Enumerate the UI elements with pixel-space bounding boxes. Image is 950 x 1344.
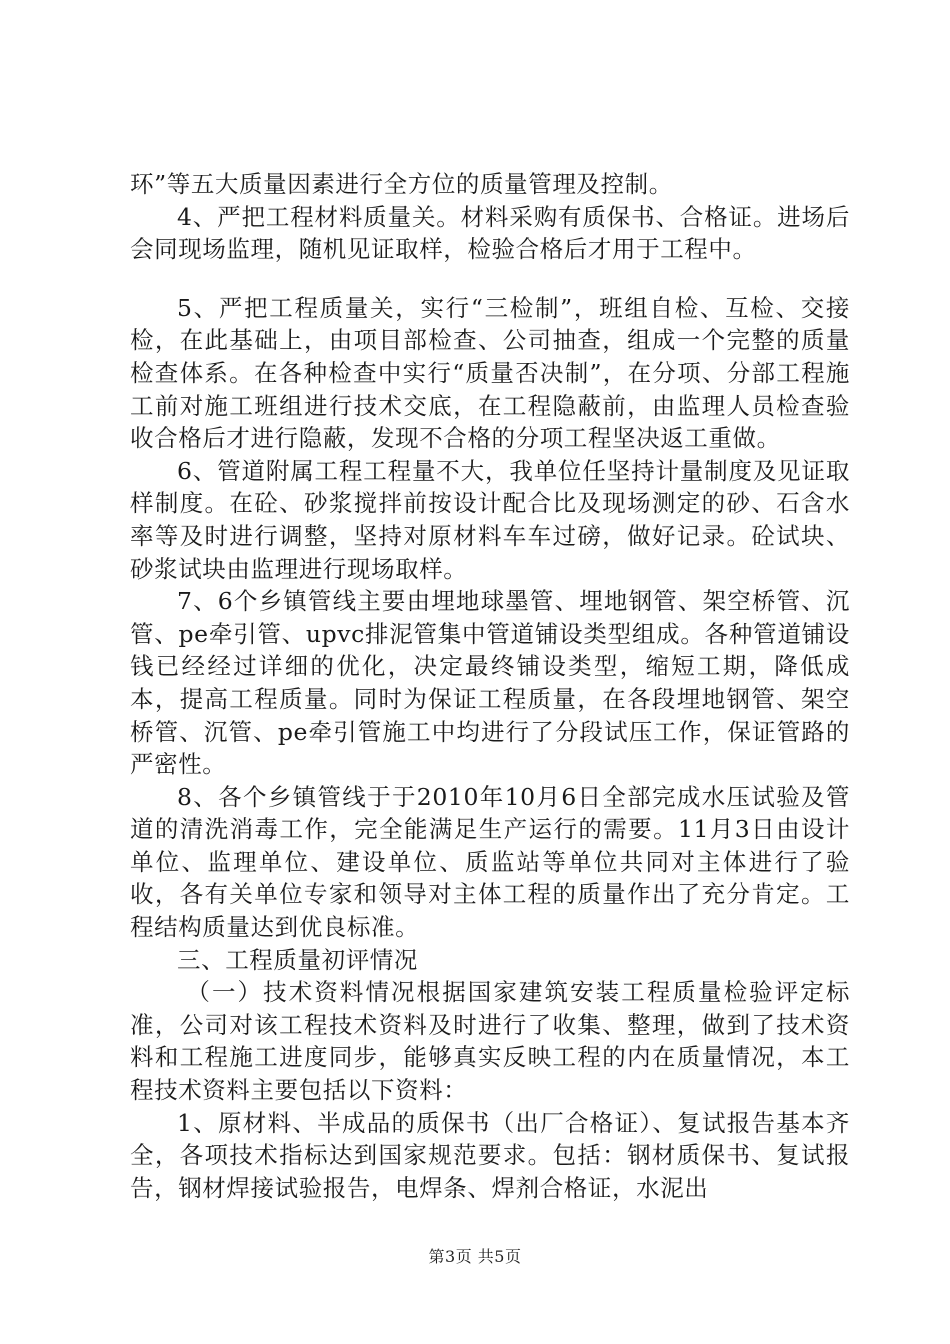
paragraph-continuation: 环”等五大质量因素进行全方位的质量管理及控制。 — [130, 170, 673, 198]
section-heading-3: 三、工程质量初评情况 — [177, 945, 418, 974]
paragraph-item-7: 7、6个乡镇管线主要由埋地球墨管、埋地钢管、架空桥管、沉管、pe牵引管、upvc排泥管集中管道铺设类型组成。各种管道铺设钱已经经过详细的优化，决定最终铺设类型，缩短工期，降低成本，提高工程质量。同时为保证工程质量，在各段埋地钢管、架空桥管、沉管、pe牵引管施工中均进行了分段试压工作，保证管路的严密性。 — [130, 587, 850, 779]
document-body — [130, 168, 850, 1204]
paragraph-subsection-1: （一）技术资料情况根据国家建筑安装工程质量检验评定标准，公司对该工程技术资料及时进行了收集、整理，做到了技术资料和工程施工进度同步，能够真实反映工程的内在质量情况，本工程技术资料主要包括以下资料： — [130, 978, 850, 1105]
paragraph-item-6: 6、管道附属工程工程量不大，我单位任坚持计量制度及见证取样制度。在砼、砂浆搅拌前按设计配合比及现场测定的砂、石含水率等及时进行调整，坚持对原材料车车过磅，做好记录。砼试块、砂浆试块由监理进行现场取样。 — [130, 456, 850, 583]
page-footer: 第3页 共5页 — [428, 1247, 522, 1266]
paragraph-item-8: 8、各个乡镇管线于于2010年10月6日全部完成水压试验及管道的清洗消毒工作，完全能满足生产运行的需要。11月3日由设计单位、监理单位、建设单位、质监站等单位共同对主体进行了验收，各有关单位专家和领导对主体工程的质量作出了充分肯定。工程结构质量达到优良标准。 — [130, 782, 850, 942]
paragraph-item-4: 4、严把工程材料质量关。材料采购有质保书、合格证。进场后会同现场监理，随机见证取样，检验合格后才用于工程中。 — [130, 202, 850, 264]
paragraph-item-5: 5、严把工程质量关，实行“三检制”，班组自检、互检、交接检，在此基础上，由项目部检查、公司抽查，组成一个完整的质量检查体系。在各种检查中实行“质量否决制”，在分项、分部工程施工前对施工班组进行技术交底，在工程隐蔽前，由监理人员检查验收合格后才进行隐蔽，发现不合格的分项工程坚决返工重做。 — [130, 293, 850, 453]
paragraph-list-item-1: 1、原材料、半成品的质保书（出厂合格证）、复试报告基本齐全，各项技术指标达到国家规范要求。包括：钢材质保书、复试报告，钢材焊接试验报告，电焊条、焊剂合格证，水泥出 — [130, 1108, 850, 1202]
